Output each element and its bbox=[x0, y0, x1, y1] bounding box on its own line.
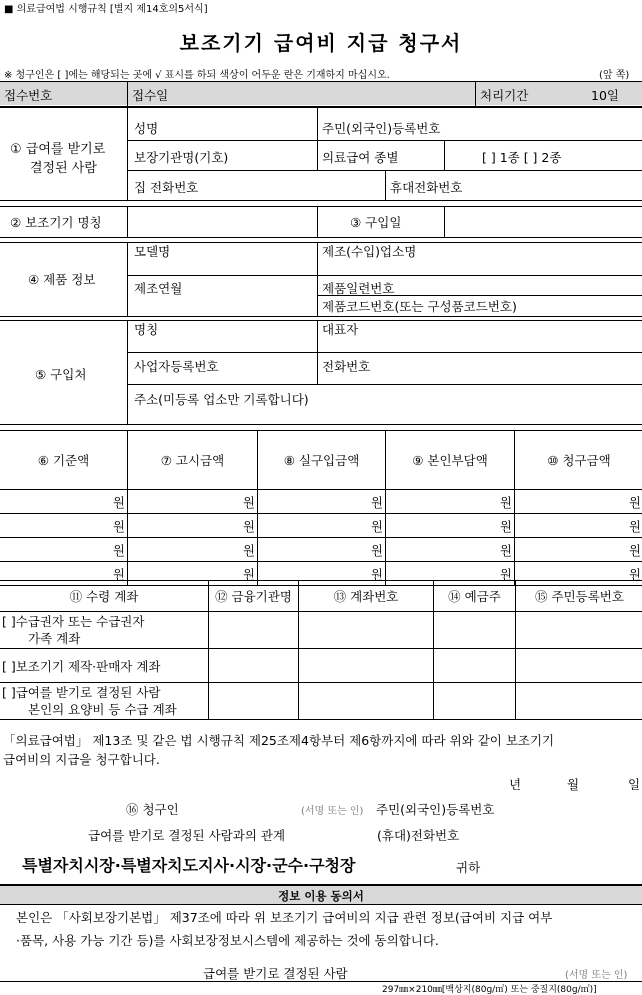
form-reference: ■ 의료급여법 시행규칙 [별지 제14호의5서식] bbox=[4, 0, 208, 15]
account-option[interactable] bbox=[0, 649, 209, 683]
amount-cell[interactable]: 원 bbox=[258, 514, 386, 538]
representative-field[interactable]: 대표자 bbox=[322, 320, 358, 338]
account-type-header: ⑪ 수령 계좌 bbox=[0, 581, 209, 612]
receipt-bar bbox=[0, 82, 642, 105]
benefit-type-checkboxes[interactable]: [ ] 1종 [ ] 2종 bbox=[482, 148, 561, 166]
benefit-type-label: 의료급여 종별 bbox=[322, 148, 398, 166]
amount-cell[interactable]: 원 bbox=[386, 514, 515, 538]
amount-cell[interactable]: 원 bbox=[386, 490, 515, 514]
date-month-label: 월 bbox=[567, 775, 579, 793]
section1-label: ① 급여를 받기로 bbox=[10, 138, 105, 157]
account-holder-cell[interactable] bbox=[434, 683, 516, 720]
amount-cell[interactable]: 원 bbox=[128, 562, 258, 586]
amount-cell[interactable]: 원 bbox=[258, 490, 386, 514]
purchase-date-label: ③ 구입일 bbox=[350, 213, 401, 231]
seller-name-field[interactable]: 명칭 bbox=[134, 320, 158, 338]
amount-cell[interactable]: 원 bbox=[515, 538, 642, 562]
account-option-label: [ ]수급권자 또는 수급권자 bbox=[2, 613, 206, 630]
serial-number-field[interactable]: 제품일련번호 bbox=[322, 279, 394, 297]
account-row bbox=[0, 612, 642, 649]
amount-cell[interactable]: 원 bbox=[386, 538, 515, 562]
account-option-label-line2: 가족 계좌 bbox=[2, 630, 206, 647]
section1-label-line2: 결정된 사람 bbox=[30, 157, 97, 176]
processing-period-label: 처리기간 bbox=[480, 86, 528, 104]
consent-title: 정보 이용 동의서 bbox=[0, 888, 642, 904]
account-option-label-line2: 본인의 요양비 등 수급 계좌 bbox=[2, 701, 206, 718]
account-option[interactable] bbox=[0, 612, 209, 649]
bank-name-cell[interactable] bbox=[209, 683, 299, 720]
declaration-text: 「의료급여법」 제13조 및 같은 법 시행규칙 제25조제4항부터 제6항까지에 따라 위와 같이 보조기기 bbox=[3, 731, 554, 749]
amount-cell[interactable]: 원 bbox=[0, 538, 128, 562]
self-pay-header: ⑨ 본인부담액 bbox=[386, 431, 515, 490]
claim-amount-header: ⑩ 청구금액 bbox=[515, 431, 642, 490]
instruction-note: ※ 청구인은 [ ]에는 해당되는 곳에 √ 표시를 하되 색상이 어두운 란은 기재하지 마십시오. bbox=[4, 66, 390, 81]
receipt-number-label: 접수번호 bbox=[4, 86, 52, 104]
account-option[interactable] bbox=[0, 683, 209, 720]
amount-cell[interactable]: 원 bbox=[258, 562, 386, 586]
claimant-signature[interactable]: (서명 또는 인) bbox=[301, 802, 363, 817]
resident-number-header: ⑮ 주민등록번호 bbox=[516, 581, 642, 612]
account-number-cell[interactable] bbox=[299, 683, 434, 720]
recipient-authority: 특별자치시장·특별자치도지사·시장·군수·구청장 bbox=[22, 853, 355, 876]
consent-signature[interactable]: (서명 또는 인) bbox=[565, 966, 627, 981]
business-number-field[interactable]: 사업자등록번호 bbox=[134, 357, 219, 375]
claimant-resident-number[interactable]: 주민(외국인)등록번호 bbox=[376, 800, 494, 818]
manufacture-date-field[interactable]: 제조연월 bbox=[134, 279, 182, 297]
account-holder-header: ⑭ 예금주 bbox=[434, 581, 516, 612]
amount-cell[interactable]: 원 bbox=[0, 562, 128, 586]
account-row bbox=[0, 683, 642, 720]
amount-cell[interactable]: 원 bbox=[386, 562, 515, 586]
resident-number-cell[interactable] bbox=[516, 612, 642, 649]
resident-number-cell[interactable] bbox=[516, 649, 642, 683]
receipt-date-label: 접수일 bbox=[132, 86, 168, 104]
amount-cell[interactable]: 원 bbox=[0, 514, 128, 538]
account-option-label: [ ]보조기기 제작·판매자 계좌 bbox=[2, 657, 206, 675]
amount-row bbox=[0, 490, 642, 514]
claimant-phone[interactable]: (휴대)전화번호 bbox=[377, 826, 459, 844]
bank-name-cell[interactable] bbox=[209, 612, 299, 649]
consent-signer: 급여를 받기로 결정된 사람 bbox=[203, 964, 348, 982]
account-holder-cell[interactable] bbox=[434, 612, 516, 649]
account-table bbox=[0, 580, 642, 720]
date-year-label: 년 bbox=[509, 775, 521, 793]
account-holder-cell[interactable] bbox=[434, 649, 516, 683]
claimant-relation[interactable]: 급여를 받기로 결정된 사람과의 관계 bbox=[88, 826, 285, 844]
amount-cell[interactable]: 원 bbox=[515, 562, 642, 586]
amount-cell[interactable]: 원 bbox=[515, 490, 642, 514]
consent-text-line2: ·품목, 사용 가능 기간 등)를 사회보장정보시스템에 제공하는 것에 동의합니다. bbox=[16, 931, 439, 949]
amount-cell[interactable]: 원 bbox=[258, 538, 386, 562]
bank-name-cell[interactable] bbox=[209, 649, 299, 683]
amount-cell[interactable]: 원 bbox=[128, 490, 258, 514]
declaration-text-line2: 급여비의 지급을 청구합니다. bbox=[3, 750, 160, 768]
seller-address-field[interactable]: 주소(미등록 업소만 기록합니다) bbox=[134, 390, 309, 408]
amount-table bbox=[0, 430, 642, 586]
amount-cell[interactable]: 원 bbox=[128, 514, 258, 538]
account-option-label: [ ]급여를 받기로 결정된 사람 bbox=[2, 684, 206, 701]
home-phone-field[interactable]: 집 전화번호 bbox=[134, 178, 198, 196]
product-info-label: ④ 제품 정보 bbox=[28, 270, 95, 288]
bank-name-header: ⑫ 금융기관명 bbox=[209, 581, 299, 612]
account-number-cell[interactable] bbox=[299, 649, 434, 683]
standard-amount-header: ⑥ 기준액 bbox=[0, 431, 128, 490]
amount-row bbox=[0, 514, 642, 538]
device-name-label: ② 보조기기 명칭 bbox=[10, 213, 102, 231]
name-field[interactable]: 성명 bbox=[134, 119, 158, 137]
notified-amount-header: ⑦ 고시금액 bbox=[128, 431, 258, 490]
amount-cell[interactable]: 원 bbox=[515, 514, 642, 538]
seller-label: ⑤ 구입처 bbox=[35, 365, 86, 383]
model-field[interactable]: 모델명 bbox=[134, 242, 170, 260]
account-number-cell[interactable] bbox=[299, 612, 434, 649]
consent-text: 본인은 「사회보장기본법」 제37조에 따라 위 보조기기 급여비의 지급 관련 정보(급여비 지급 여부 bbox=[16, 908, 552, 926]
amount-row bbox=[0, 538, 642, 562]
seller-phone-field[interactable]: 전화번호 bbox=[322, 357, 370, 375]
resident-number-field[interactable]: 주민(외국인)등록번호 bbox=[322, 119, 440, 137]
paper-spec-footer: 297㎜×210㎜[백상지(80g/㎡) 또는 중질지(80g/㎡)] bbox=[382, 982, 597, 995]
actual-purchase-header: ⑧ 실구입금액 bbox=[258, 431, 386, 490]
claimant-label: ⑯ 청구인 bbox=[126, 800, 179, 818]
processing-period-value: 10일 bbox=[591, 86, 619, 104]
manufacturer-field[interactable]: 제조(수입)업소명 bbox=[322, 242, 416, 260]
account-row bbox=[0, 649, 642, 683]
front-page-label: (앞 쪽) bbox=[599, 66, 629, 81]
resident-number-cell[interactable] bbox=[516, 683, 642, 720]
amount-cell[interactable]: 원 bbox=[0, 490, 128, 514]
recipient-suffix: 귀하 bbox=[456, 858, 480, 876]
product-code-field[interactable]: 제품코드번호(또는 구성품코드번호) bbox=[322, 297, 517, 315]
date-day-label: 일 bbox=[628, 775, 640, 793]
amount-cell[interactable]: 원 bbox=[128, 538, 258, 562]
institution-field[interactable]: 보장기관명(기호) bbox=[134, 148, 228, 166]
account-number-header: ⑬ 계좌번호 bbox=[299, 581, 434, 612]
page-title: 보조기기 급여비 지급 청구서 bbox=[0, 27, 642, 56]
mobile-phone-field[interactable]: 휴대전화번호 bbox=[390, 178, 462, 196]
